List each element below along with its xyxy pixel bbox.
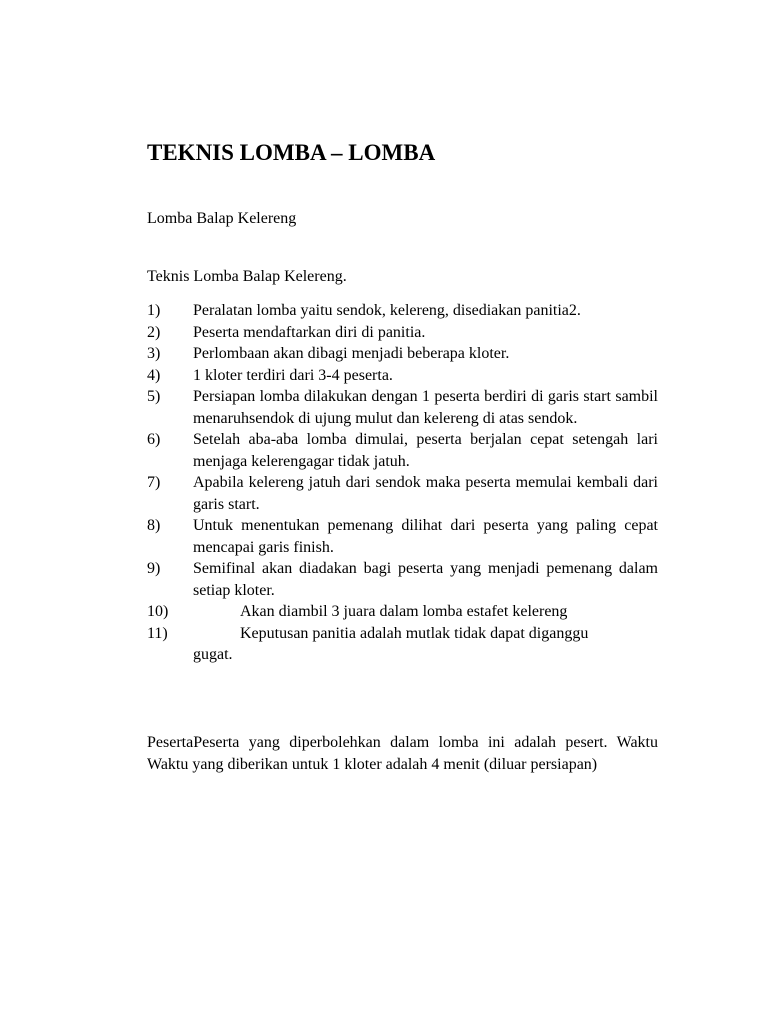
- rule-text: Semifinal akan diadakan bagi peserta yang menjadi pemenang dalam setiap kloter.: [193, 560, 658, 599]
- rule-text: Untuk menentukan pemenang dilihat dari peserta yang paling cepat mencapai garis finish.: [193, 517, 658, 556]
- rule-number: 10): [147, 603, 169, 620]
- rule-item: [147, 601, 658, 623]
- document-title: TEKNIS LOMBA – LOMBA: [147, 140, 436, 165]
- rule-item: [147, 343, 658, 365]
- rule-text: Apabila kelereng jatuh dari sendok maka peserta memulai kembali dari garis start.: [193, 474, 658, 513]
- rule-number: 11): [147, 624, 168, 642]
- rule-text: Setelah aba-aba lomba dimulai, peserta berjalan cepat setengah lari menjaga kelerengagar tidak jatuh.: [193, 431, 658, 470]
- rule-number: 1): [147, 302, 161, 319]
- rule-text: Peserta mendaftarkan diri di panitia.: [193, 323, 426, 341]
- rule-number: 8): [147, 517, 161, 534]
- rule-number: 9): [147, 560, 161, 577]
- rule-number: 6): [147, 431, 161, 448]
- rule-item: [147, 386, 658, 429]
- rule-text: Akan diambil 3 juara dalam lomba estafet kelereng: [240, 603, 568, 620]
- rule-number: 4): [147, 366, 161, 384]
- rule-item: [147, 623, 658, 666]
- rule-item: [147, 558, 658, 601]
- rule-text: Keputusan panitia adalah mutlak tidak dapat diganggu: [240, 624, 589, 642]
- rule-text: 1 kloter terdiri dari 3-4 peserta.: [193, 366, 393, 384]
- rule-number: 5): [147, 388, 161, 405]
- rule-item: [147, 365, 658, 387]
- rule-text: Peralatan lomba yaitu sendok, kelereng, disediakan panitia2.: [193, 302, 581, 319]
- rule-text: Persiapan lomba dilakukan dengan 1 peserta berdiri di garis start sambil menaruhsendok di ujung mulut dan kelereng di atas sendok.: [193, 388, 658, 427]
- rules-intro: Teknis Lomba Balap Kelereng.: [147, 268, 347, 285]
- rule-item: [147, 515, 658, 558]
- rules-list: [147, 300, 658, 666]
- rule-number: 3): [147, 345, 161, 362]
- rule-number: 2): [147, 323, 161, 341]
- rule-item: [147, 322, 658, 344]
- rule-item: [147, 429, 658, 472]
- footer-paragraph: PesertaPeserta yang diperbolehkan dalam lomba ini adalah pesert. Waktu Waktu yang diberikan untuk 1 kloter adalah 4 menit (diluar persiapan): [147, 734, 658, 773]
- rule-text-wrapper: [193, 623, 658, 666]
- rule-text: Perlombaan akan dibagi menjadi beberapa kloter.: [193, 345, 510, 362]
- rule-item: [147, 300, 658, 322]
- rule-number: 7): [147, 474, 161, 491]
- rule-item: [147, 472, 658, 515]
- document-subtitle: Lomba Balap Kelereng: [147, 210, 297, 227]
- rule-text-continuation: gugat.: [193, 646, 233, 663]
